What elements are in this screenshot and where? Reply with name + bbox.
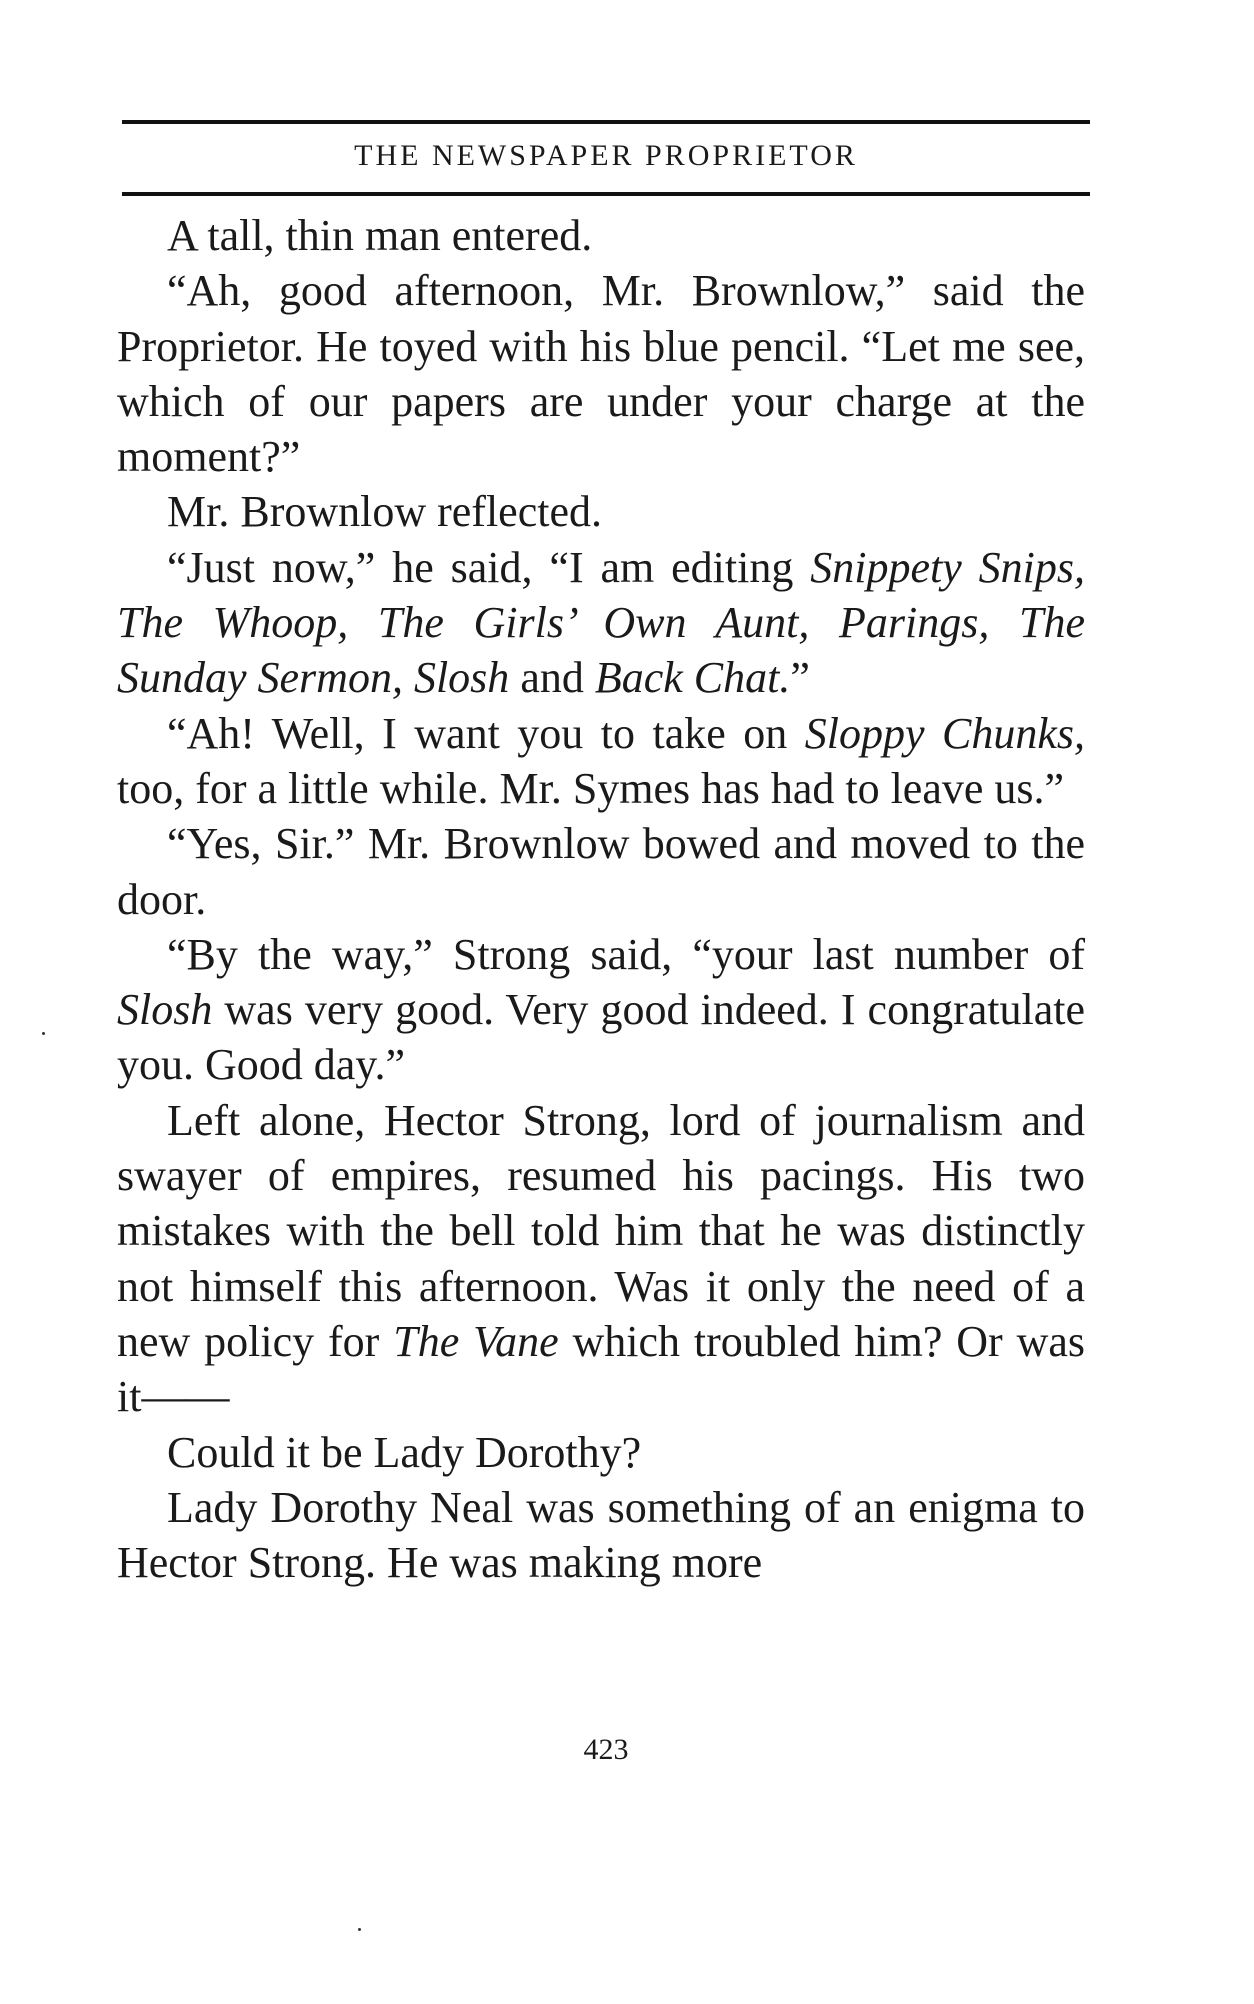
paragraph	[117, 1480, 1085, 1591]
text-run: which troubled him? Or was it——	[117, 1316, 1085, 1422]
page-number: 423	[583, 1733, 629, 1766]
paragraph	[117, 706, 1085, 817]
text-run: “Just now,” he said, “I am editing	[167, 542, 811, 592]
text-run: Could it be Lady Dorothy?	[167, 1427, 642, 1477]
paragraph	[117, 484, 1085, 539]
italic-title: The Vane	[393, 1316, 559, 1366]
text-run: too, for a little while. Mr. Symes has had to leave us.”	[117, 763, 1065, 813]
paragraph	[117, 927, 1085, 1093]
paragraph	[117, 263, 1085, 484]
body-text	[117, 208, 1085, 1590]
paragraph	[117, 1093, 1085, 1425]
text-run: “Yes, Sir.” Mr. Brownlow bowed and moved to the door.	[117, 819, 1085, 924]
text-run: Lady Dorothy Neal was something of an enigma to Hector Strong. He was making more	[117, 1482, 1085, 1588]
paragraph	[117, 540, 1085, 706]
text-run: “Ah! Well, I want you to take on	[167, 708, 805, 758]
italic-title: Sloppy Chunks,	[804, 708, 1085, 758]
text-run: ”	[790, 653, 810, 703]
italic-title: Back Chat.	[594, 653, 791, 703]
italic-title: Slosh	[117, 985, 213, 1035]
paragraph	[117, 1425, 1085, 1480]
print-speck	[358, 1928, 361, 1931]
header-rule-bottom	[122, 192, 1090, 196]
paragraph	[117, 208, 1085, 263]
paragraph	[117, 816, 1085, 927]
text-run: “Ah, good afternoon, Mr. Brownlow,” said the Proprietor. He toyed with his blue pencil. “Let me see, which of our papers are under your charge at the moment?”	[117, 266, 1085, 482]
text-run: and	[509, 653, 595, 703]
print-speck	[42, 1032, 45, 1035]
text-run: Left alone, Hector Strong, lord of journalism and swayer of empires, resumed his pacings. His two mistakes with the bell told him that he was distinctly not himself this afternoon. Was it only the need of a new policy for	[117, 1095, 1085, 1366]
italic-title: Snippety Snips, The Whoop, The Girls’ Own Aunt, Parings, The Sunday Sermon, Slosh	[117, 542, 1085, 703]
header-rule-top	[122, 120, 1090, 124]
text-run: was very good. Very good indeed. I congratulate you. Good day.”	[117, 985, 1085, 1090]
text-run: Mr. Brownlow reflected.	[167, 487, 602, 537]
text-run: A tall, thin man entered.	[167, 211, 593, 260]
text-run: “By the way,” Strong said, “your last number of	[167, 929, 1085, 979]
running-head: THE NEWSPAPER PROPRIETOR	[354, 139, 858, 172]
